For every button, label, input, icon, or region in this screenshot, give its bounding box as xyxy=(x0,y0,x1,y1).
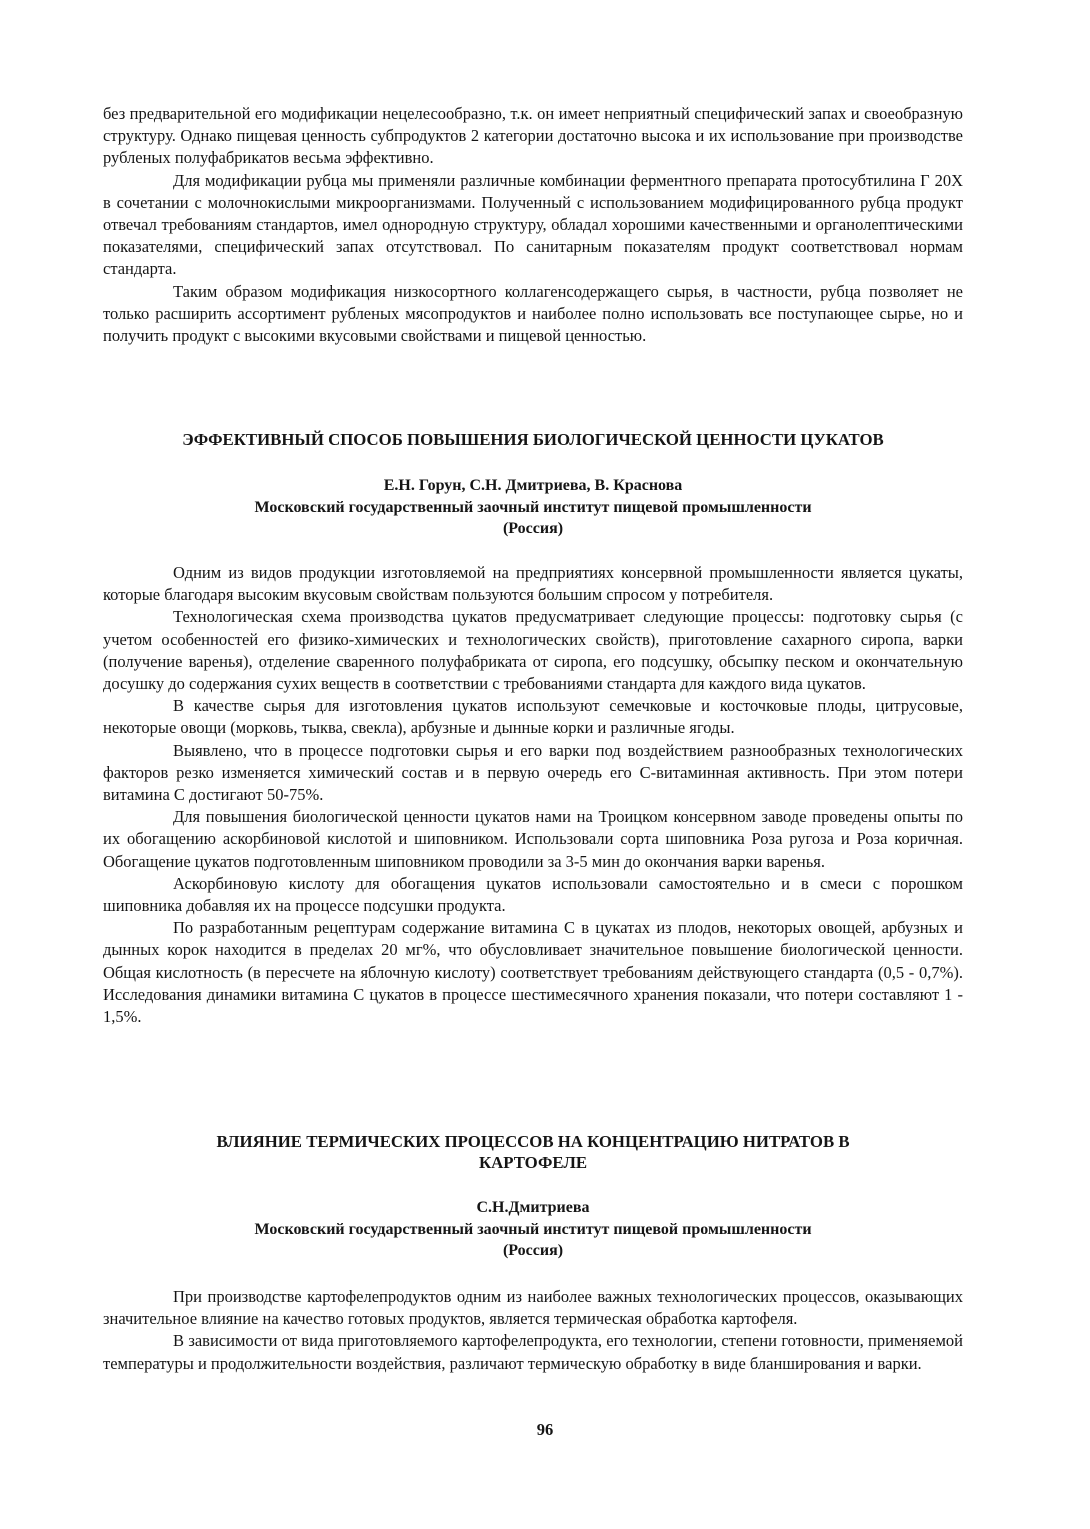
article1-paragraph-4: Выявлено, что в процессе подготовки сырья и его варки под воздействием разнообразных технологических факторов резко изменяется химический состав и в первую очередь его С-витаминная активность. При этом потери витамина С достигают 50-75%. xyxy=(103,740,963,805)
article2-title-line-1: ВЛИЯНИЕ ТЕРМИЧЕСКИХ ПРОЦЕССОВ НА КОНЦЕНТРАЦИЮ НИТРАТОВ В xyxy=(216,1132,850,1151)
article1-institution: Московский государственный заочный институт пищевой промышленности xyxy=(254,498,812,516)
article1-paragraph-1: Одним из видов продукции изготовляемой на предприятиях консервной промышленности является цукаты, которые благодаря высоким вкусовым свойствам пользуются большим спросом у потребителя. xyxy=(103,563,963,605)
intro-paragraph-2: Для модификации рубца мы применяли различные комбинации ферментного препарата протосубтилина Г 20Х в сочетании с молочнокислыми микроорганизмами. Полученный с использованием модифицированного рубца продукт отвечал требованиям стандартов, имел однородную структуру, обладал хорошими качественными и органолептическими показателями, специфический запах отсутствовал. По санитарным показателям продукт соответствовал нормам стандарта. xyxy=(103,170,963,279)
page-number: 96 xyxy=(536,1420,554,1439)
intro-paragraph-3: Таким образом модификация низкосортного коллагенсодержащего сырья, в частности, рубца позволяет не только расширить ассортимент рубленых мясопродуктов и наиболее полно использовать все поступающее сырье, но и получить продукт с высокими вкусовыми свойствами и пищевой ценностью. xyxy=(103,281,963,346)
article1-paragraph-2: Технологическая схема производства цукатов предусматривает следующие процессы: подготовку сырья (с учетом особенностей его физико-химических и технологических свойств), приготовление сахарного сиропа, варки (получение варенья), отделение сваренного полуфабриката от сиропа, его подсушку, обсыпку песком и окончательную досушку до содержания сухих веществ в соответствии с требованиями стандарта для каждого вида цукатов. xyxy=(103,607,963,694)
article2-byline xyxy=(100,1197,966,1262)
article2-country: (Россия) xyxy=(502,1242,564,1259)
article1-paragraph-5: Для повышения биологической ценности цукатов нами на Троицком консервном заводе проведены опыты по их обогащению аскорбиновой кислотой и шиповником. Использовали сорта шиповника Роза ругоза и Роза коричная. Обогащение цукатов подготовленным шиповником проводили за 3-5 мин до окончания варки варенья. xyxy=(103,807,963,871)
article1-paragraph-6: Аскорбиновую кислоту для обогащения цукатов использовали самостоятельно и в смеси с порошком шиповника добавляя их на процессе подсушки продукта. xyxy=(103,873,963,916)
article2-paragraph-1: При производстве картофелепродуктов одним из наиболее важных технологических процессов, оказывающих значительное влияние на качество готовых продуктов, является термическая обработка картофеля. xyxy=(103,1287,963,1329)
intro-paragraph-1: без предварительной его модификации нецелесообразно, т.к. он имеет неприятный специфический запах и своеобразную структуру. Однако пищевая ценность субпродуктов 2 категории достаточно высока и их использование при производстве рубленых полуфабрикатов весьма эффективно. xyxy=(103,104,963,168)
article1-country: (Россия) xyxy=(502,520,564,537)
article2-title-line-2: КАРТОФЕЛЕ xyxy=(478,1153,588,1172)
article2-authors: С.Н.Дмитриева xyxy=(476,1199,590,1216)
article1-paragraph-7: По разработанным рецептурам содержание витамина С в цукатах из плодов, некоторых овощей, арбузных и дынных корок находится в пределах 20 мг%, что обусловливает значительное повышение биологической ценности. Общая кислотность (в пересчете на яблочную кислоту) соответствует требованиям действующего стандарта (0,5 - 0,7%). Исследования динамики витамина С цукатов в процессе шестимесячного хранения показали, что потери составляют 1 - 1,5%. xyxy=(103,918,963,1027)
article1-authors: Е.Н. Горун, С.Н. Дмитриева, В. Краснова xyxy=(383,477,683,494)
article1-body xyxy=(103,562,963,1028)
article2-title xyxy=(100,1131,966,1173)
article1-title: ЭФФЕКТИВНЫЙ СПОСОБ ПОВЫШЕНИЯ БИОЛОГИЧЕСКОЙ ЦЕННОСТИ ЦУКАТОВ xyxy=(182,430,884,449)
article1-paragraph-3: В качестве сырья для изготовления цукатов используют семечковые и косточковые плоды, цитрусовые, некоторые овощи (морковь, тыква, свекла), арбузные и дынные корки и различные ягоды. xyxy=(103,696,963,738)
article2-paragraph-2: В зависимости от вида приготовляемого картофелепродукта, его технологии, степени готовности, применяемой температуры и продолжительности воздействия, различают термическую обработку в виде бланширования и варки. xyxy=(103,1331,963,1373)
article2-institution: Московский государственный заочный институт пищевой промышленности xyxy=(254,1220,812,1238)
article1-byline xyxy=(100,475,966,540)
article2-body xyxy=(103,1286,963,1375)
intro-text xyxy=(103,103,963,347)
